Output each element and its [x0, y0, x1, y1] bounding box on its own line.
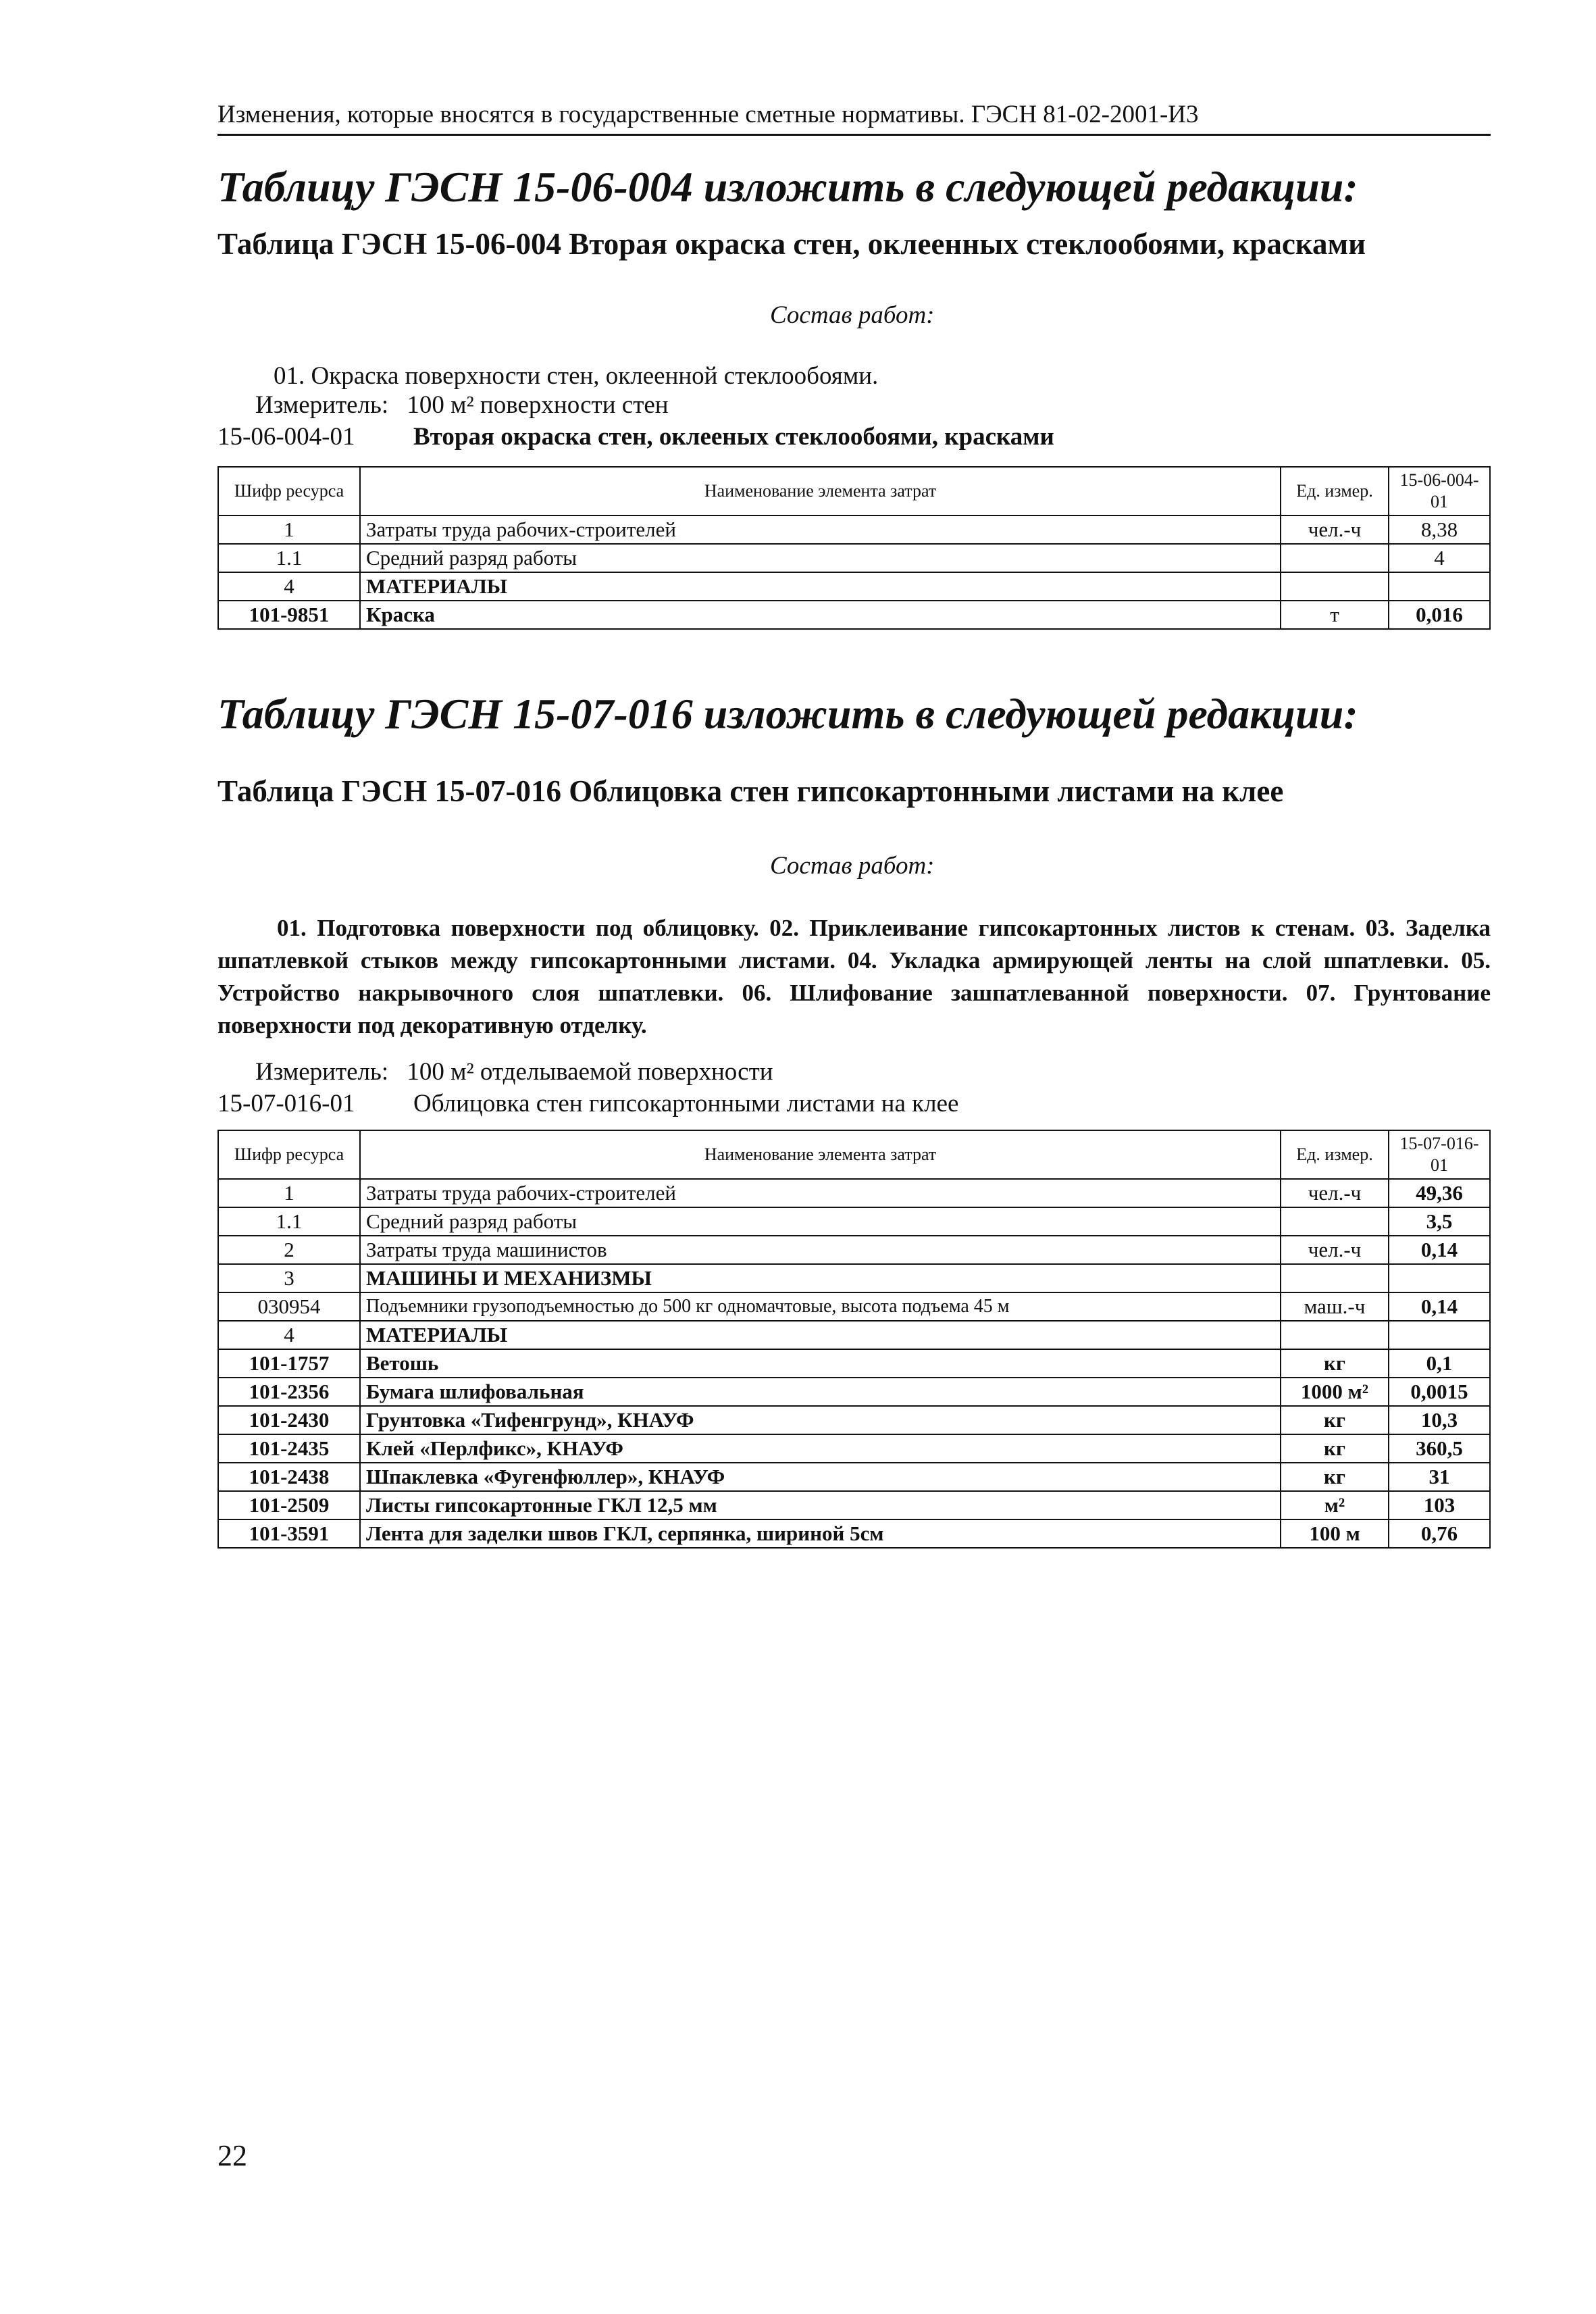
- row-code: 1.1: [218, 544, 360, 572]
- table-row: [218, 1207, 1490, 1236]
- col-header-name: Наименование элемента затрат: [360, 467, 1281, 515]
- row-code: 101-2509: [218, 1491, 360, 1519]
- section1-directive: Таблицу ГЭСН 15-06-004 изложить в следующей редакции:: [217, 163, 1358, 211]
- resource-table-1: [217, 466, 1491, 630]
- section2-directive: Таблицу ГЭСН 15-07-016 изложить в следующей редакции:: [217, 690, 1358, 738]
- page-header: Изменения, которые вносятся в государственные сметные нормативы. ГЭСН 81-02-2001-И3: [217, 101, 1199, 128]
- row-name: Средний разряд работы: [360, 1207, 1281, 1236]
- row-code: 030954: [218, 1292, 360, 1321]
- table-row: [218, 1519, 1490, 1548]
- section2-work-text: 01. Подготовка поверхности под облицовку. 02. Приклеивание гипсокартонных листов к стенам. 03. Заделка шпатлевкой стыков между гипсокартонными листами. 04. Укладка армирующей ленты на слой шпатлевки. 05. Устройство накрывочного слоя шпатлевки. 06. Шлифование зашпатлеванной поверхности. 07. Грунтование поверхности под декоративную отделку.: [217, 915, 1491, 1038]
- row-unit: чел.-ч: [1281, 1236, 1389, 1264]
- table-row: [218, 1349, 1490, 1378]
- row-value: 49,36: [1389, 1179, 1490, 1207]
- table-row: [218, 515, 1490, 544]
- table-row: [218, 572, 1490, 601]
- col-header-value: 15-07-016-01: [1389, 1130, 1490, 1179]
- col-header-unit: Ед. измер.: [1281, 1130, 1389, 1179]
- table-row: [218, 1321, 1490, 1349]
- table-row: [218, 544, 1490, 572]
- row-name: Шпаклевка «Фугенфюллер», КНАУФ: [360, 1463, 1281, 1491]
- col-header-code: Шифр ресурса: [218, 467, 360, 515]
- row-name: МАТЕРИАЛЫ: [360, 1321, 1281, 1349]
- row-value: 0,0015: [1389, 1378, 1490, 1406]
- row-unit: [1281, 1264, 1389, 1292]
- table-row: [218, 1292, 1490, 1321]
- row-value: 4: [1389, 544, 1490, 572]
- row-value: [1389, 572, 1490, 601]
- section1-code: 15-06-004-01: [217, 423, 355, 451]
- row-name: Средний разряд работы: [360, 544, 1281, 572]
- row-unit: [1281, 572, 1389, 601]
- row-code: 101-2430: [218, 1406, 360, 1434]
- row-name: Листы гипсокартонные ГКЛ 12,5 мм: [360, 1491, 1281, 1519]
- row-value: 8,38: [1389, 515, 1490, 544]
- col-header-value: 15-06-004-01: [1389, 467, 1490, 515]
- row-name: Ветошь: [360, 1349, 1281, 1378]
- section1-work-text: 01. Окраска поверхности стен, оклеенной стеклообоями.: [274, 362, 879, 390]
- row-name: МАТЕРИАЛЫ: [360, 572, 1281, 601]
- table-row: [218, 1491, 1490, 1519]
- section1-work-label: Состав работ:: [770, 301, 935, 329]
- row-unit: [1281, 544, 1389, 572]
- row-name: МАШИНЫ И МЕХАНИЗМЫ: [360, 1264, 1281, 1292]
- row-value: [1389, 1264, 1490, 1292]
- row-value: 103: [1389, 1491, 1490, 1519]
- row-name: Затраты труда машинистов: [360, 1236, 1281, 1264]
- col-header-name: Наименование элемента затрат: [360, 1130, 1281, 1179]
- row-unit: м²: [1281, 1491, 1389, 1519]
- row-value: 0,1: [1389, 1349, 1490, 1378]
- row-name: Клей «Перлфикс», КНАУФ: [360, 1434, 1281, 1463]
- table-row: [218, 1236, 1490, 1264]
- row-code: 1: [218, 515, 360, 544]
- section2-measure-value: 100 м² отделываемой поверхности: [407, 1058, 773, 1086]
- section2-code-title: Облицовка стен гипсокартонными листами на клее: [413, 1090, 959, 1117]
- row-value: 3,5: [1389, 1207, 1490, 1236]
- row-code: 101-3591: [218, 1519, 360, 1548]
- row-code: 2: [218, 1236, 360, 1264]
- row-name: Затраты труда рабочих-строителей: [360, 1179, 1281, 1207]
- row-value: [1389, 1321, 1490, 1349]
- row-name: Лента для заделки швов ГКЛ, серпянка, шириной 5см: [360, 1519, 1281, 1548]
- section1-code-title: Вторая окраска стен, оклееных стеклообоями, красками: [413, 423, 1054, 451]
- table-row: [218, 1179, 1490, 1207]
- resource-table-2: [217, 1130, 1491, 1549]
- row-unit: т: [1281, 601, 1389, 629]
- row-value: 360,5: [1389, 1434, 1490, 1463]
- row-value: 10,3: [1389, 1406, 1490, 1434]
- page-number: 22: [217, 2139, 247, 2172]
- row-value: 0,76: [1389, 1519, 1490, 1548]
- row-unit: 100 м: [1281, 1519, 1389, 1548]
- row-value: 0,14: [1389, 1236, 1490, 1264]
- row-unit: кг: [1281, 1434, 1389, 1463]
- row-code: 101-2438: [218, 1463, 360, 1491]
- row-unit: кг: [1281, 1349, 1389, 1378]
- row-unit: маш.-ч: [1281, 1292, 1389, 1321]
- row-unit: кг: [1281, 1463, 1389, 1491]
- row-code: 101-2356: [218, 1378, 360, 1406]
- section2-work-label: Состав работ:: [770, 852, 935, 880]
- section2-measure: [255, 1057, 773, 1086]
- table-row: [218, 1378, 1490, 1406]
- row-name: Бумага шлифовальная: [360, 1378, 1281, 1406]
- table-row: [218, 601, 1490, 629]
- section1-measure-label: Измеритель:: [255, 391, 389, 419]
- section2-code: 15-07-016-01: [217, 1090, 355, 1117]
- table-row: [218, 1463, 1490, 1491]
- row-name: Затраты труда рабочих-строителей: [360, 515, 1281, 544]
- section1-table-title: Таблица ГЭСН 15-06-004 Вторая окраска стен, оклеенных стеклообоями, красками: [217, 227, 1366, 261]
- section1-measure: [255, 391, 669, 420]
- col-header-unit: Ед. измер.: [1281, 467, 1389, 515]
- header-rule: [217, 134, 1491, 136]
- row-unit: чел.-ч: [1281, 515, 1389, 544]
- col-header-code: Шифр ресурса: [218, 1130, 360, 1179]
- row-name: Грунтовка «Тифенгрунд», КНАУФ: [360, 1406, 1281, 1434]
- row-unit: чел.-ч: [1281, 1179, 1389, 1207]
- row-unit: кг: [1281, 1406, 1389, 1434]
- section1-measure-value: 100 м² поверхности стен: [407, 391, 669, 419]
- row-unit: 1000 м²: [1281, 1378, 1389, 1406]
- section2-table-title: Таблица ГЭСН 15-07-016 Облицовка стен гипсокартонными листами на клее: [217, 774, 1284, 808]
- section2-measure-label: Измеритель:: [255, 1058, 389, 1086]
- row-name: Краска: [360, 601, 1281, 629]
- row-unit: [1281, 1207, 1389, 1236]
- row-value: 0,14: [1389, 1292, 1490, 1321]
- row-code: 4: [218, 572, 360, 601]
- row-code: 101-9851: [218, 601, 360, 629]
- row-code: 101-2435: [218, 1434, 360, 1463]
- row-code: 101-1757: [218, 1349, 360, 1378]
- row-code: 3: [218, 1264, 360, 1292]
- table-row: [218, 1264, 1490, 1292]
- row-value: 0,016: [1389, 601, 1490, 629]
- table-row: [218, 1406, 1490, 1434]
- row-code: 1: [218, 1179, 360, 1207]
- table-row: [218, 1434, 1490, 1463]
- row-code: 4: [218, 1321, 360, 1349]
- row-name: Подъемники грузоподъемностью до 500 кг одномачтовые, высота подъема 45 м: [360, 1292, 1281, 1321]
- row-unit: [1281, 1321, 1389, 1349]
- row-code: 1.1: [218, 1207, 360, 1236]
- row-value: 31: [1389, 1463, 1490, 1491]
